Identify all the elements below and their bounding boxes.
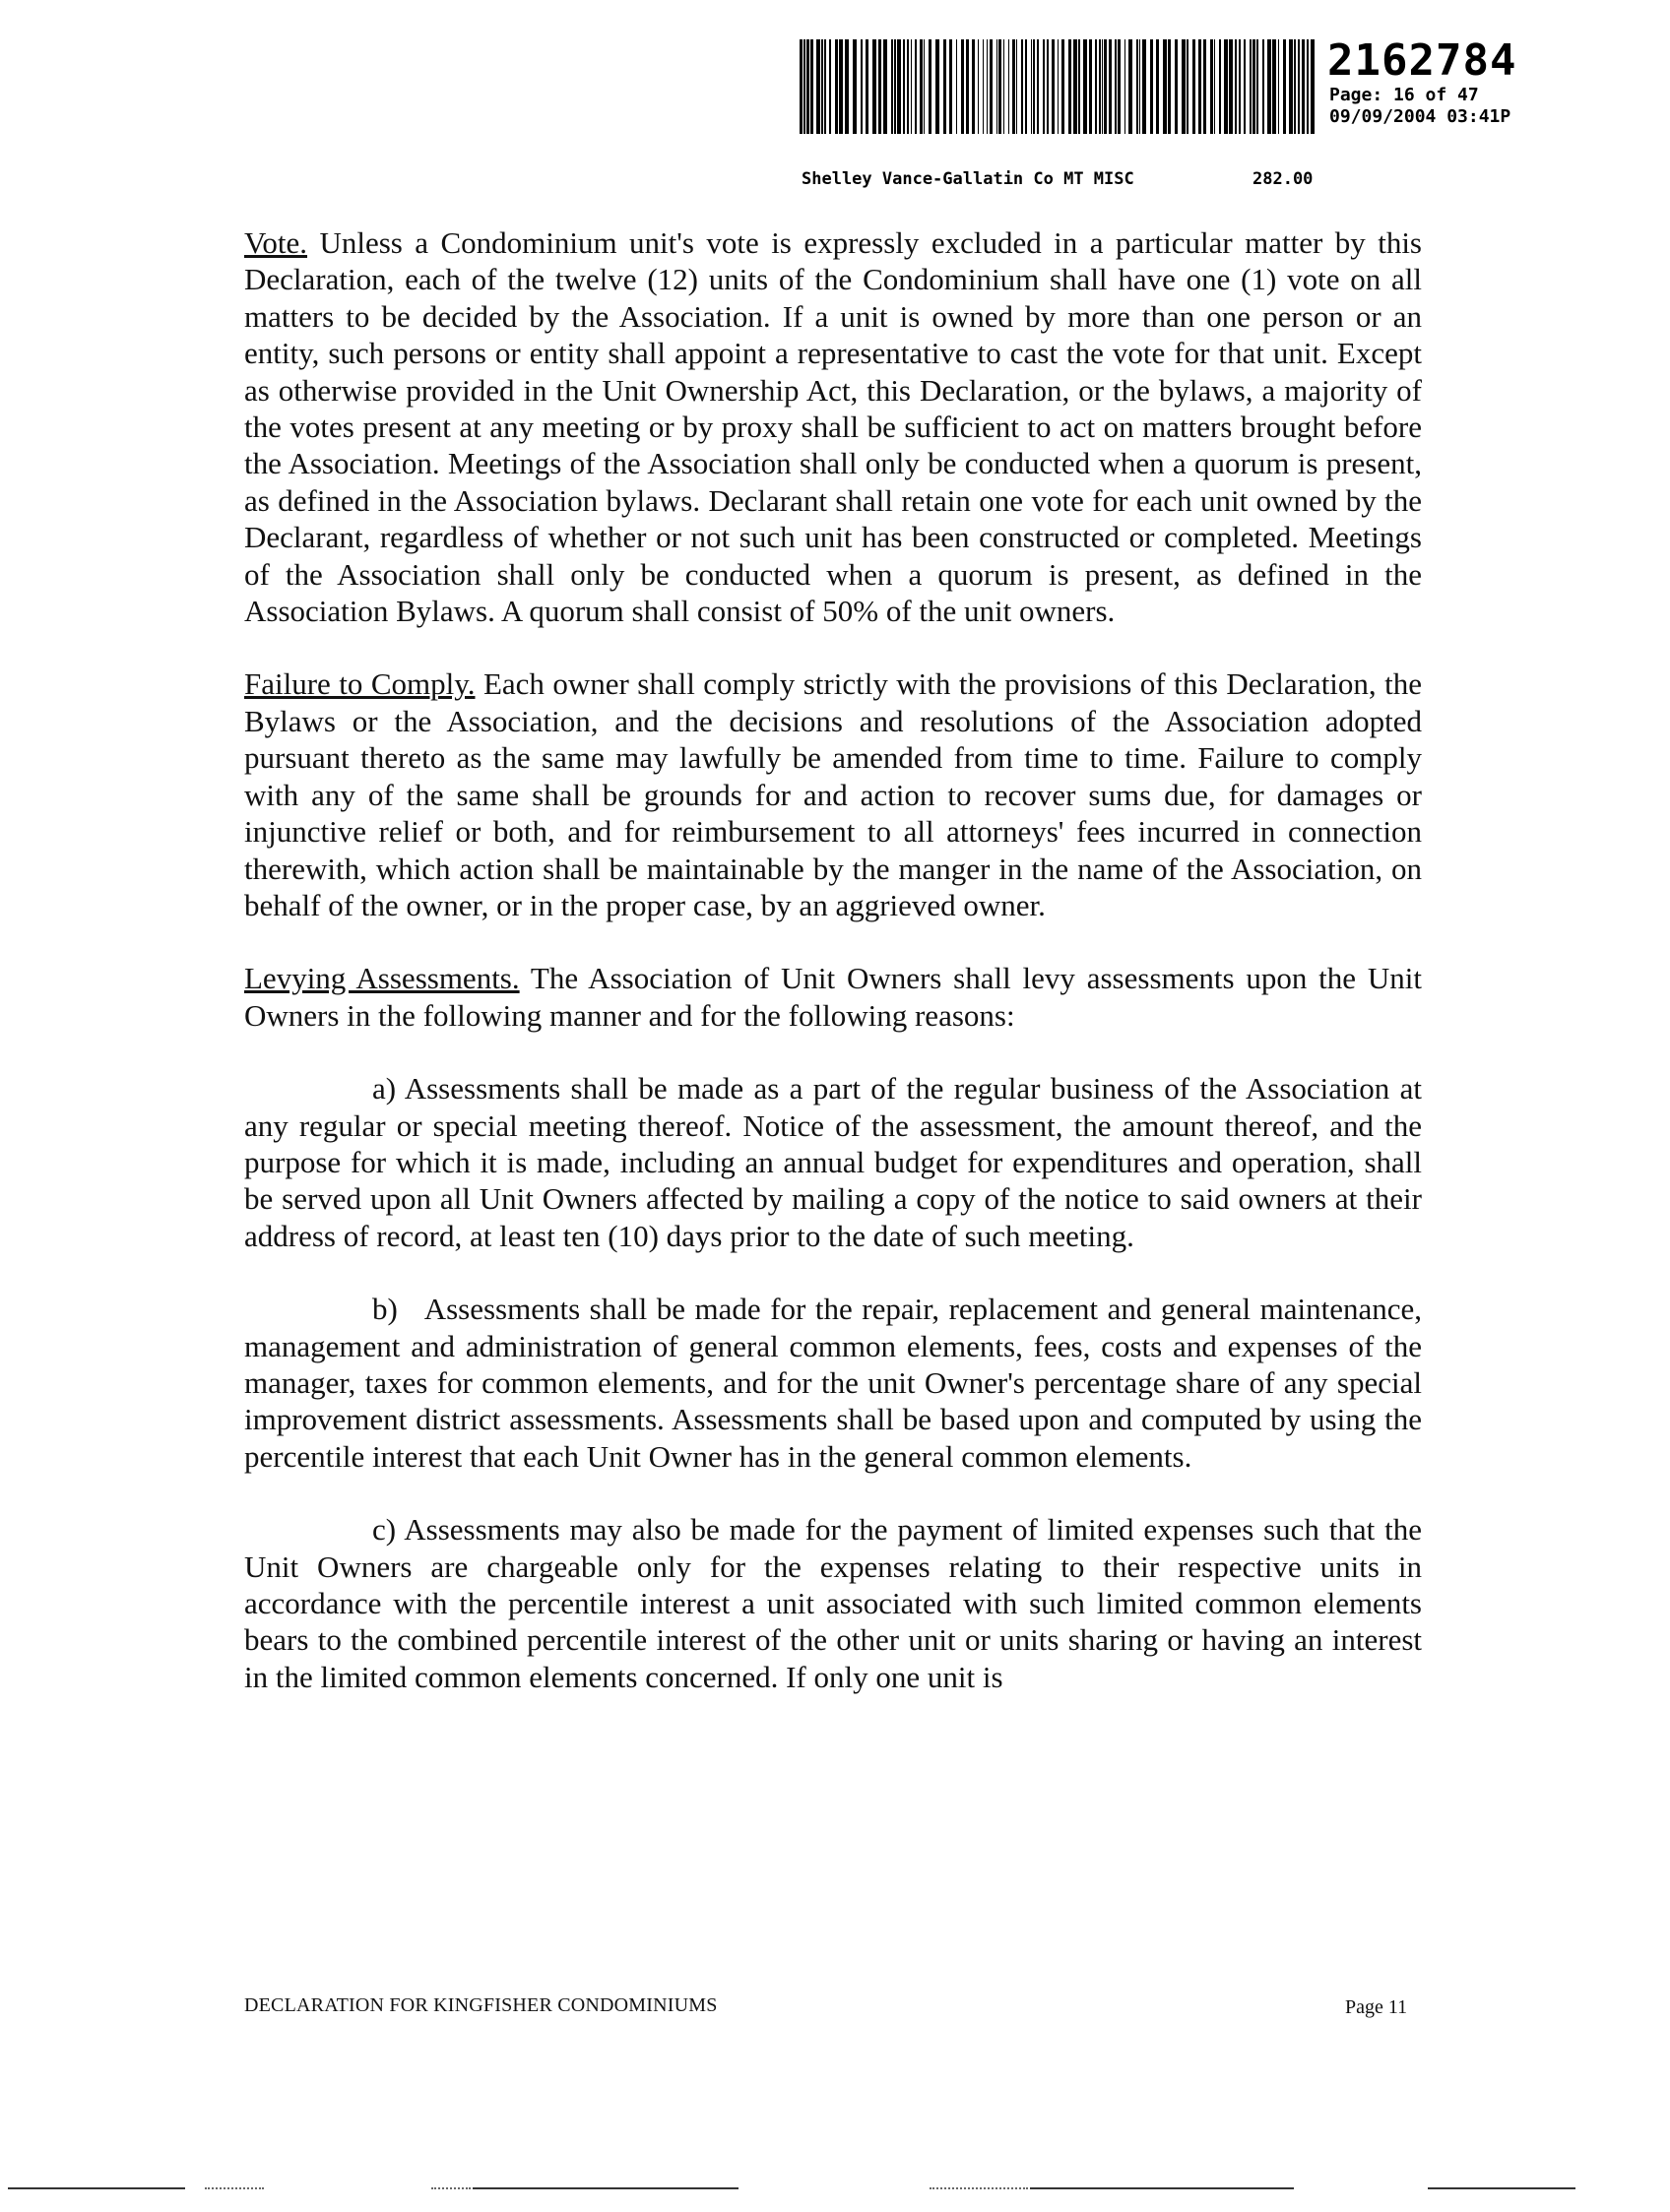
section-heading-levying-assessments: Levying Assessments. [244, 961, 520, 996]
section-failure-to-comply [244, 665, 1422, 923]
stamp-recorder: Shelley Vance-Gallatin Co MT MISC [802, 169, 1134, 189]
assessment-item-c [244, 1511, 1422, 1695]
scan-artifact-line [1428, 2187, 1575, 2189]
scan-artifact-dots [205, 2187, 264, 2189]
barcode-image [800, 39, 1316, 134]
stamp-recorded-datetime: 09/09/2004 03:41P [1329, 106, 1511, 127]
stamp-fee: 282.00 [1252, 169, 1314, 189]
recording-stamp [800, 35, 1548, 197]
item-text-c: Assessments may also be made for the payment of limited expenses such that the Unit Owners are chargeable only for the expenses relating to their respective units in accordance with the percentile interest a unit associated with such limited common elements bears to the combined percentile interest of the other unit or units sharing or having an interest in the limited common elements concerned. If only one unit is [244, 1512, 1422, 1694]
item-text-b: Assessments shall be made for the repair, replacement and general maintenance, management and administration of general common elements, fees, costs and expenses of the manager, taxes for common elements, and for the unit Owner's percentage share of any special improvement district assessments. Assessments shall be based upon and computed by using the percentile interest that each Unit Owner has in the general common elements. [244, 1292, 1430, 1474]
item-marker-b: b) [372, 1292, 398, 1327]
scan-artifact-line [1030, 2187, 1294, 2189]
section-levying-assessments [244, 960, 1422, 1034]
item-text-a: Assessments shall be made as a part of the regular business of the Association at any regular or special meeting thereof. Notice of the assessment, the amount thereof, and the purpose for which it is made, including an annual budget for expenditures and operation, shall be served upon all Unit Owners affected by mailing a copy of the notice to said owners at their address of record, at least ten (10) days prior to the date of such meeting. [244, 1071, 1422, 1253]
section-vote [244, 224, 1422, 629]
footer-page-number: Page 11 [1345, 1996, 1408, 2018]
section-text-levying-assessments: The Association of Unit Owners shall levy assessments upon the Unit Owners in the following manner and for the following reasons: [244, 961, 1422, 1033]
section-text-failure-to-comply: Each owner shall comply strictly with the provisions of this Declaration, the Bylaws or the Association, and the decisions and resolutions of the Association adopted pursuant thereto as the same may lawfully be amended from time to time. Failure to comply with any of the same shall be grounds for and action to recover sums due, for damages or injunctive relief or both, and for reimbursement to all attorneys' fees incurred in connection therewith, which action shall be maintainable by the manger in the name of the Association, on behalf of the owner, or in the proper case, by an aggrieved owner. [244, 666, 1423, 922]
footer-document-title: DECLARATION FOR KINGFISHER CONDOMINIUMS [244, 1994, 718, 2016]
item-marker-a: a) [372, 1071, 397, 1106]
section-heading-failure-to-comply: Failure to Comply. [244, 666, 476, 702]
stamp-page-info: Page: 16 of 47 [1329, 85, 1479, 105]
assessment-item-b [244, 1291, 1430, 1475]
scan-artifact-line [473, 2187, 739, 2189]
document-number: 2162784 [1327, 35, 1517, 86]
scan-artifact-dots [930, 2187, 1028, 2189]
assessment-item-a [244, 1070, 1422, 1254]
section-heading-vote: Vote. [244, 225, 308, 260]
scan-artifact-line [8, 2187, 185, 2189]
document-body [244, 224, 1430, 1732]
scan-artifact-dots [431, 2187, 471, 2189]
item-marker-c: c) [372, 1512, 397, 1548]
section-text-vote: Unless a Condominium unit's vote is expressly excluded in a particular matter by this Declaration, each of the twelve (12) units of the Condominium shall have one (1) vote on all matters to be decided by the Association. If a unit is owned by more than one person or an entity, such persons or entity shall appoint a representative to cast the vote for that unit. Except as otherwise provided in the Unit Ownership Act, this Declaration, or the bylaws, a majority of the votes present at any meeting or by proxy shall be sufficient to act on matters brought before the Association. Meetings of the Association shall only be conducted when a quorum is present, as defined in the Association bylaws. Declarant shall retain one vote for each unit owned by the Declarant, regardless of whether or not such unit has been constructed or completed. Meetings of the Association shall only be conducted when a quorum is present, as defined in the Association Bylaws. A quorum shall consist of 50% of the unit owners. [244, 225, 1422, 629]
